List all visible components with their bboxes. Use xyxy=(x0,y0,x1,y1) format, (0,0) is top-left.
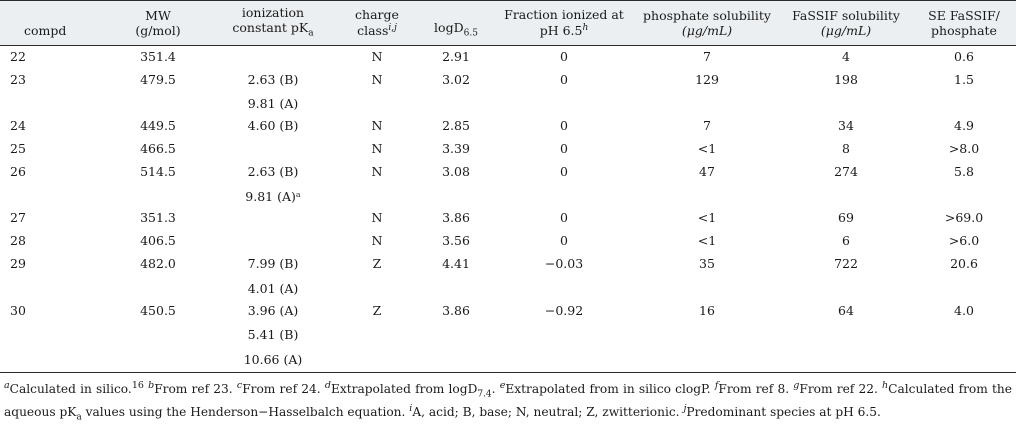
footnote-mark-c: c xyxy=(236,380,243,392)
footnote-text-g: From ref 22. xyxy=(799,382,878,397)
cell-fassif: 8 xyxy=(842,141,850,157)
footnote-text-f: From ref 8. xyxy=(718,382,790,397)
footnote-text-h-post: values using the Henderson−Hasselbalch equation. xyxy=(81,405,406,420)
footnote-mark-a: a xyxy=(4,380,10,392)
cell-fraction: 0 xyxy=(560,71,568,87)
cell-fraction: 0 xyxy=(560,210,568,226)
cell-compd: 26 xyxy=(10,164,26,180)
cell-pka-line: 9.81 (A)ᵃ xyxy=(245,188,301,204)
cell-mw: 514.5 xyxy=(140,164,176,180)
cell-compd: 30 xyxy=(0,300,106,373)
footnote-text-d-post: . xyxy=(491,382,496,397)
cell-pka-line: 3.96 (A) xyxy=(247,302,299,318)
cell-charge: N xyxy=(371,71,383,87)
cell-mw: 351.3 xyxy=(140,210,176,226)
table-body xyxy=(0,45,1016,373)
table-row xyxy=(0,45,1016,69)
table-row xyxy=(0,115,1016,138)
footnote-text-c: From ref 24. xyxy=(242,382,321,397)
cell-pka xyxy=(210,161,336,207)
cell-charge: N xyxy=(371,233,383,249)
table-row xyxy=(0,207,1016,230)
cell-logd: 3.39 xyxy=(442,141,470,157)
cell-compd: 24 xyxy=(10,118,26,134)
cell-se: 5.8 xyxy=(954,164,974,180)
cell-logd: 2.85 xyxy=(442,118,470,134)
cell-compd: 29 xyxy=(10,256,26,272)
cell-charge: N xyxy=(371,141,383,157)
footnote-ref-a: 16 xyxy=(131,380,144,392)
cell-logd: 3.86 xyxy=(418,300,494,373)
cell-fraction: −0.92 xyxy=(494,300,634,373)
footnote-text-h: Calculated from the aqueous pK xyxy=(4,382,1012,420)
column-header-phosphate-line2: (μg/mL) xyxy=(681,23,733,39)
cell-se: >8.0 xyxy=(948,141,980,157)
column-header-mw xyxy=(106,1,210,46)
cell-fraction: 0 xyxy=(560,141,568,157)
column-header-pka-line1: ionization xyxy=(241,5,305,20)
table-header xyxy=(0,1,1016,46)
cell-charge: N xyxy=(371,48,383,64)
table-footnotes xyxy=(0,373,1016,424)
cell-fassif: 64 xyxy=(780,300,912,373)
cell-pka-line: 5.41 (B) xyxy=(247,327,299,343)
cell-logd: 3.08 xyxy=(442,164,470,180)
cell-mw: 479.5 xyxy=(140,71,176,87)
cell-se: >69.0 xyxy=(944,210,984,226)
table-row xyxy=(0,253,1016,299)
cell-mw: 406.5 xyxy=(140,233,176,249)
cell-mw: 482.0 xyxy=(140,256,176,272)
column-header-charge-superscript: i,j xyxy=(388,22,397,33)
column-header-fassif-line1: FaSSIF solubility xyxy=(792,8,900,24)
cell-fraction: 0 xyxy=(560,118,568,134)
cell-phosphate: 129 xyxy=(695,71,719,87)
cell-pka xyxy=(210,115,336,138)
cell-phosphate: 7 xyxy=(703,118,711,134)
footnote-mark-b: b xyxy=(148,380,155,392)
cell-pka xyxy=(210,253,336,299)
footnote-mark-g: g xyxy=(793,380,800,392)
column-header-se-line1: SE FaSSIF/ xyxy=(928,8,1000,24)
footnote-mark-f: f xyxy=(714,380,719,392)
footnote-text-j: Predominant species at pH 6.5. xyxy=(686,405,881,420)
cell-fassif: 722 xyxy=(834,256,858,272)
cell-mw: 449.5 xyxy=(140,118,176,134)
column-header-compd-label: compd xyxy=(24,23,67,39)
column-header-compd xyxy=(0,1,106,46)
footnote-text-a: Calculated in silico. xyxy=(9,382,132,397)
cell-phosphate: <1 xyxy=(697,141,717,157)
cell-se: >6.0 xyxy=(948,233,980,249)
cell-fassif: 274 xyxy=(834,164,858,180)
cell-pka-line: 2.63 (B) xyxy=(247,164,299,180)
cell-pka xyxy=(210,207,336,230)
cell-phosphate: <1 xyxy=(697,210,717,226)
cell-pka-line: 2.63 (B) xyxy=(247,71,299,87)
cell-fassif: 69 xyxy=(838,210,854,226)
column-header-charge-class xyxy=(336,1,418,46)
cell-pka xyxy=(210,230,336,253)
cell-pka-line: 10.66 (A) xyxy=(243,351,303,367)
cell-pka xyxy=(210,45,336,69)
column-header-se xyxy=(912,1,1016,46)
column-header-phosphate-solubility xyxy=(634,1,780,46)
cell-charge: Z xyxy=(372,256,382,272)
footnote-text-e: Extrapolated from in silico clogP. xyxy=(505,382,711,397)
cell-logd: 3.86 xyxy=(442,210,470,226)
cell-fassif: 4 xyxy=(842,48,850,64)
footnote-text-b: From ref 23. xyxy=(154,382,233,397)
cell-se: 1.5 xyxy=(954,71,974,87)
cell-se: 0.6 xyxy=(954,48,974,64)
column-header-se-line2: phosphate xyxy=(931,23,997,39)
cell-charge: Z xyxy=(336,300,418,373)
footnote-mark-d: d xyxy=(324,380,331,392)
cell-phosphate: 35 xyxy=(699,256,715,272)
cell-fraction: 0 xyxy=(560,233,568,249)
column-header-pka-line2: constant pK xyxy=(232,19,309,35)
cell-charge: N xyxy=(371,164,383,180)
footnote-text-d-subscript: 7.4 xyxy=(477,389,492,400)
cell-pka-line: 4.01 (A) xyxy=(247,280,299,296)
cell-pka xyxy=(210,138,336,161)
footnote-mark-h: h xyxy=(882,380,889,392)
cell-se: 20.6 xyxy=(950,256,978,272)
cell-fraction: −0.03 xyxy=(544,256,584,272)
cell-fraction: 0 xyxy=(560,164,568,180)
cell-mw: 466.5 xyxy=(140,141,176,157)
column-header-fraction-ionized xyxy=(494,1,634,46)
column-header-mw-line1: MW xyxy=(145,8,171,24)
cell-phosphate: 16 xyxy=(634,300,780,373)
column-header-fassif-line2: (μg/mL) xyxy=(820,23,872,39)
column-header-fassif-solubility xyxy=(780,1,912,46)
column-header-fraction-line2: pH 6.5 xyxy=(539,23,583,39)
footnote-text-i: A, acid; B, base; N, neutral; Z, zwitterionic. xyxy=(412,405,680,420)
column-header-pka xyxy=(210,1,336,46)
column-header-phosphate-line1: phosphate solubility xyxy=(643,8,771,24)
cell-mw: 351.4 xyxy=(140,48,176,64)
cell-phosphate: 7 xyxy=(703,48,711,64)
cell-charge: N xyxy=(371,210,383,226)
footnote-mark-e: e xyxy=(499,380,506,392)
table-header-row xyxy=(0,1,1016,46)
cell-compd: 27 xyxy=(10,210,26,226)
column-header-fraction-superscript: h xyxy=(582,22,589,33)
cell-mw: 450.5 xyxy=(106,300,210,373)
footnote-text-h-subscript: a xyxy=(76,412,82,423)
column-header-charge-line1: charge xyxy=(355,7,399,23)
cell-pka xyxy=(210,69,336,115)
column-header-logd-subscript: 6.5 xyxy=(463,28,478,39)
cell-compd: 23 xyxy=(10,71,26,87)
table-row xyxy=(0,300,1016,373)
cell-logd: 4.41 xyxy=(442,256,470,272)
cell-phosphate: <1 xyxy=(697,233,717,249)
cell-compd: 25 xyxy=(10,141,26,157)
footnote-text-d: Extrapolated from logD xyxy=(330,382,478,397)
footnote-mark-i: i xyxy=(409,403,413,415)
cell-fassif: 6 xyxy=(842,233,850,249)
cell-fassif: 198 xyxy=(834,71,858,87)
cell-fraction: 0 xyxy=(560,48,568,64)
cell-pka xyxy=(210,300,336,373)
cell-charge: N xyxy=(371,118,383,134)
table-row xyxy=(0,230,1016,253)
column-header-mw-line2: (g/mol) xyxy=(135,23,181,39)
column-header-logd xyxy=(418,1,494,46)
table-row xyxy=(0,161,1016,207)
cell-pka-line: 7.99 (B) xyxy=(247,256,299,272)
cell-se: 4.9 xyxy=(954,118,974,134)
cell-pka-line: 4.60 (B) xyxy=(247,118,299,134)
cell-fassif: 34 xyxy=(838,118,854,134)
column-header-pka-subscript: a xyxy=(308,28,314,39)
table-row xyxy=(0,69,1016,115)
cell-phosphate: 47 xyxy=(699,164,715,180)
cell-compd: 28 xyxy=(10,233,26,249)
cell-logd: 3.56 xyxy=(442,233,470,249)
footnote-mark-j: j xyxy=(683,403,687,415)
column-header-logd-label: logD xyxy=(434,19,464,35)
cell-se: 4.0 xyxy=(912,300,1016,373)
cell-logd: 3.02 xyxy=(442,71,470,87)
table-row xyxy=(0,138,1016,161)
cell-logd: 2.91 xyxy=(442,48,470,64)
cell-pka-line: 9.81 (A) xyxy=(247,96,299,112)
column-header-fraction-line1: Fraction ionized at xyxy=(504,7,624,23)
cell-compd: 22 xyxy=(10,48,26,64)
column-header-charge-line2: class xyxy=(357,23,389,39)
